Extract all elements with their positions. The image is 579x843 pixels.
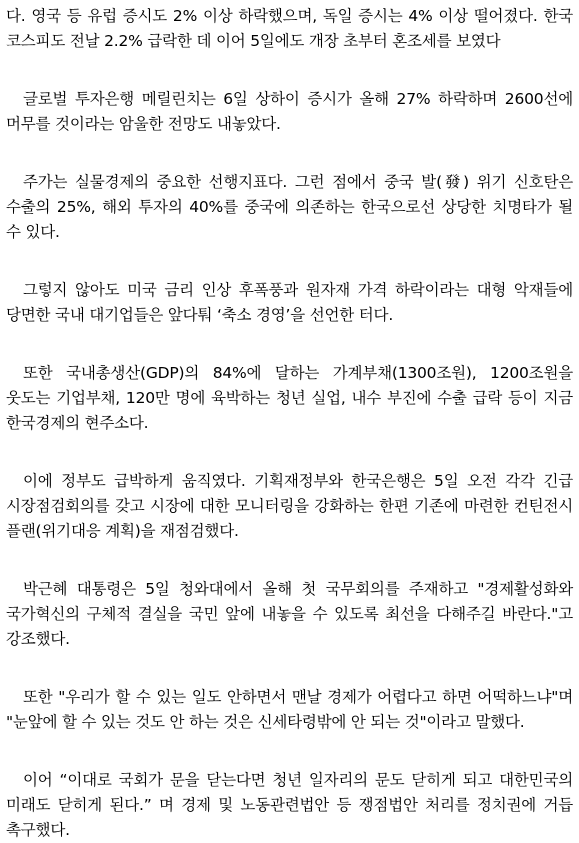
article-paragraph-2: 글로벌 투자은행 메릴린치는 6일 상하이 증시가 올해 27% 하락하며 2600선에 머무를 것이라는 암울한 전망도 내놓았다.	[6, 90, 573, 133]
article-paragraph-8: 또한 "우리가 할 수 있는 일도 안하면서 맨날 경제가 어렵다고 하면 어떡하느냐"며 "눈앞에 할 수 있는 것도 안 하는 것은 신세타령밖에 안 되는 것"이라고 말했다.	[6, 688, 573, 731]
article-paragraph-7: 박근혜 대통령은 5일 청와대에서 올해 첫 국무회의를 주재하고 "경제활성화와 국가혁신의 구체적 결실을 국민 앞에 내놓을 수 있도록 최선을 다해주길 바란다."고 강조했다.	[6, 580, 573, 648]
article-paragraph-9: 이어 “이대로 국회가 문을 닫는다면 청년 일자리의 문도 닫히게 되고 대한민국의 미래도 닫히게 된다.” 며 경제 및 노동관련법안 등 쟁점법안 처리를 정치권에 거듭 촉구했다.	[6, 771, 573, 839]
article-paragraph-5: 또한 국내총생산(GDP)의 84%에 달하는 가계부채(1300조원), 1200조원을 웃도는 기업부채, 120만 명에 육박하는 청년 실업, 내수 부진에 수출 급락 등이 지금 한국경제의 현주소다.	[6, 364, 573, 432]
article-paragraph-6: 이에 정부도 급박하게 움직였다. 기획재정부와 한국은행은 5일 오전 각각 긴급 시장점검회의를 갖고 시장에 대한 모니터링을 강화하는 한편 기존에 마련한 컨틴전시 플랜(위기대응 계획)을 재점검했다.	[6, 472, 573, 540]
article-paragraph-1: 다. 영국 등 유럽 증시도 2% 이상 하락했으며, 독일 증시는 4% 이상 떨어졌다. 한국 코스피도 전날 2.2% 급락한 데 이어 5일에도 개장 초부터 혼조세를 보였다	[6, 7, 573, 50]
article-paragraph-3: 주가는 실물경제의 중요한 선행지표다. 그런 점에서 중국 발(發) 위기 신호탄은 수출의 25%, 해외 투자의 40%를 중국에 의존하는 한국으로선 상당한 치명타가 될 수 있다.	[6, 173, 573, 241]
article-paragraph-4: 그렇지 않아도 미국 금리 인상 후폭풍과 원자재 가격 하락이라는 대형 악재들에 당면한 국내 대기업들은 앞다퉈 ‘축소 경영’을 선언한 터다.	[6, 281, 573, 324]
